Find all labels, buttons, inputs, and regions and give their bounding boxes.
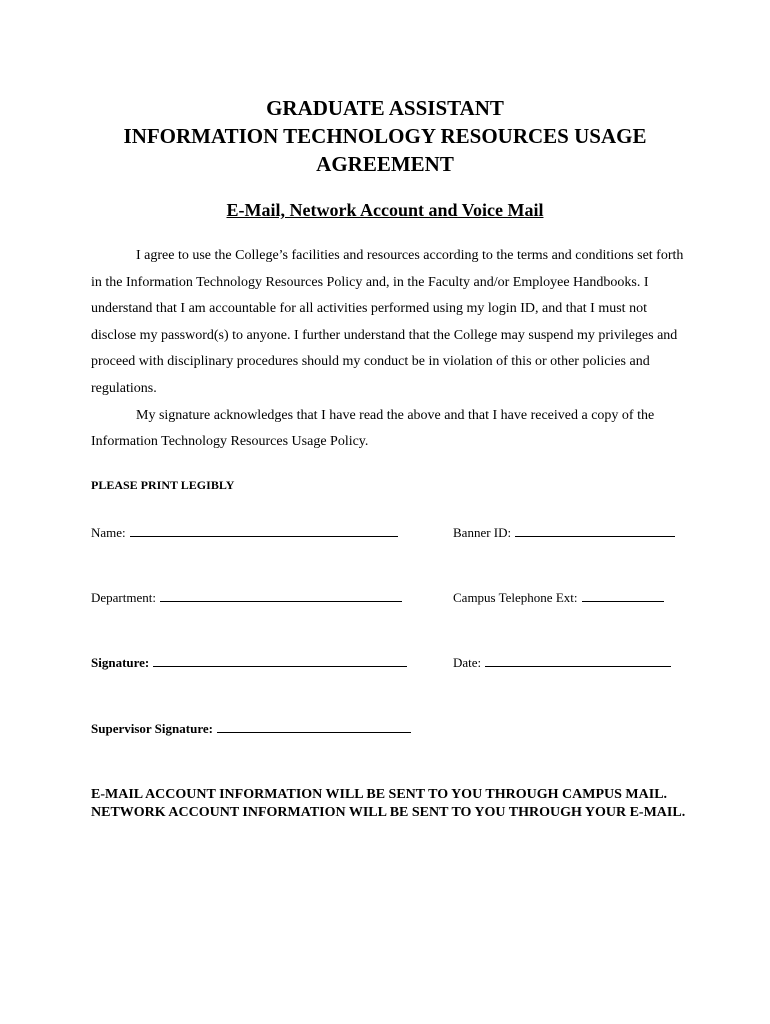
title-line-1: GRADUATE ASSISTANT bbox=[266, 96, 504, 120]
date-line[interactable] bbox=[485, 654, 671, 667]
department-field[interactable] bbox=[91, 589, 402, 606]
agreement-paragraph: I agree to use the College’s facilities and resources according to the terms and conditions set forth in the Information Technology Resources Policy and, in the Faculty and/or Employee Handbooks. I understand that I am accountable for all activities performed using my login ID, and that I must not disclose my password(s) to anyone. I further understand that the College may suspend my privileges and proceed with disciplinary procedures should my conduct be in violation of this or other policies and regulations. bbox=[91, 248, 684, 396]
campus-ext-line[interactable] bbox=[582, 589, 664, 602]
supervisor-signature-label: Supervisor Signature: bbox=[91, 721, 213, 736]
title-line-2: INFORMATION TECHNOLOGY RESOURCES USAGE bbox=[123, 124, 647, 148]
supervisor-signature-line[interactable] bbox=[217, 720, 411, 733]
date-label: Date: bbox=[453, 655, 482, 670]
date-field[interactable] bbox=[453, 654, 671, 671]
department-line[interactable] bbox=[160, 589, 402, 602]
name-line[interactable] bbox=[130, 524, 398, 537]
campus-ext-field[interactable] bbox=[453, 589, 664, 606]
banner-id-line[interactable] bbox=[515, 524, 675, 537]
signature-label: Signature: bbox=[91, 655, 150, 670]
acknowledgement-paragraph: My signature acknowledges that I have read the above and that I have received a copy of the Information Technology Resources Usage Policy. bbox=[91, 407, 655, 450]
banner-id-label: Banner ID: bbox=[453, 525, 512, 540]
title-line-3: AGREEMENT bbox=[316, 152, 454, 176]
print-legibly-note: PLEASE PRINT LEGIBLY bbox=[91, 478, 235, 492]
department-label: Department: bbox=[91, 590, 156, 605]
signature-field[interactable] bbox=[91, 654, 407, 671]
document-title bbox=[0, 94, 770, 178]
name-label: Name: bbox=[91, 525, 126, 540]
agreement-body bbox=[91, 243, 691, 456]
name-field[interactable] bbox=[91, 524, 398, 541]
supervisor-signature-field[interactable] bbox=[91, 720, 411, 737]
document-subtitle: E-Mail, Network Account and Voice Mail bbox=[226, 200, 544, 220]
signature-line[interactable] bbox=[153, 654, 407, 667]
banner-id-field[interactable] bbox=[453, 524, 675, 541]
account-notice: E-MAIL ACCOUNT INFORMATION WILL BE SENT TO YOU THROUGH CAMPUS MAIL. NETWORK ACCOUNT INFORMATION WILL BE SENT TO YOU THROUGH YOUR E-MAIL. bbox=[91, 787, 686, 820]
campus-ext-label: Campus Telephone Ext: bbox=[453, 590, 578, 605]
